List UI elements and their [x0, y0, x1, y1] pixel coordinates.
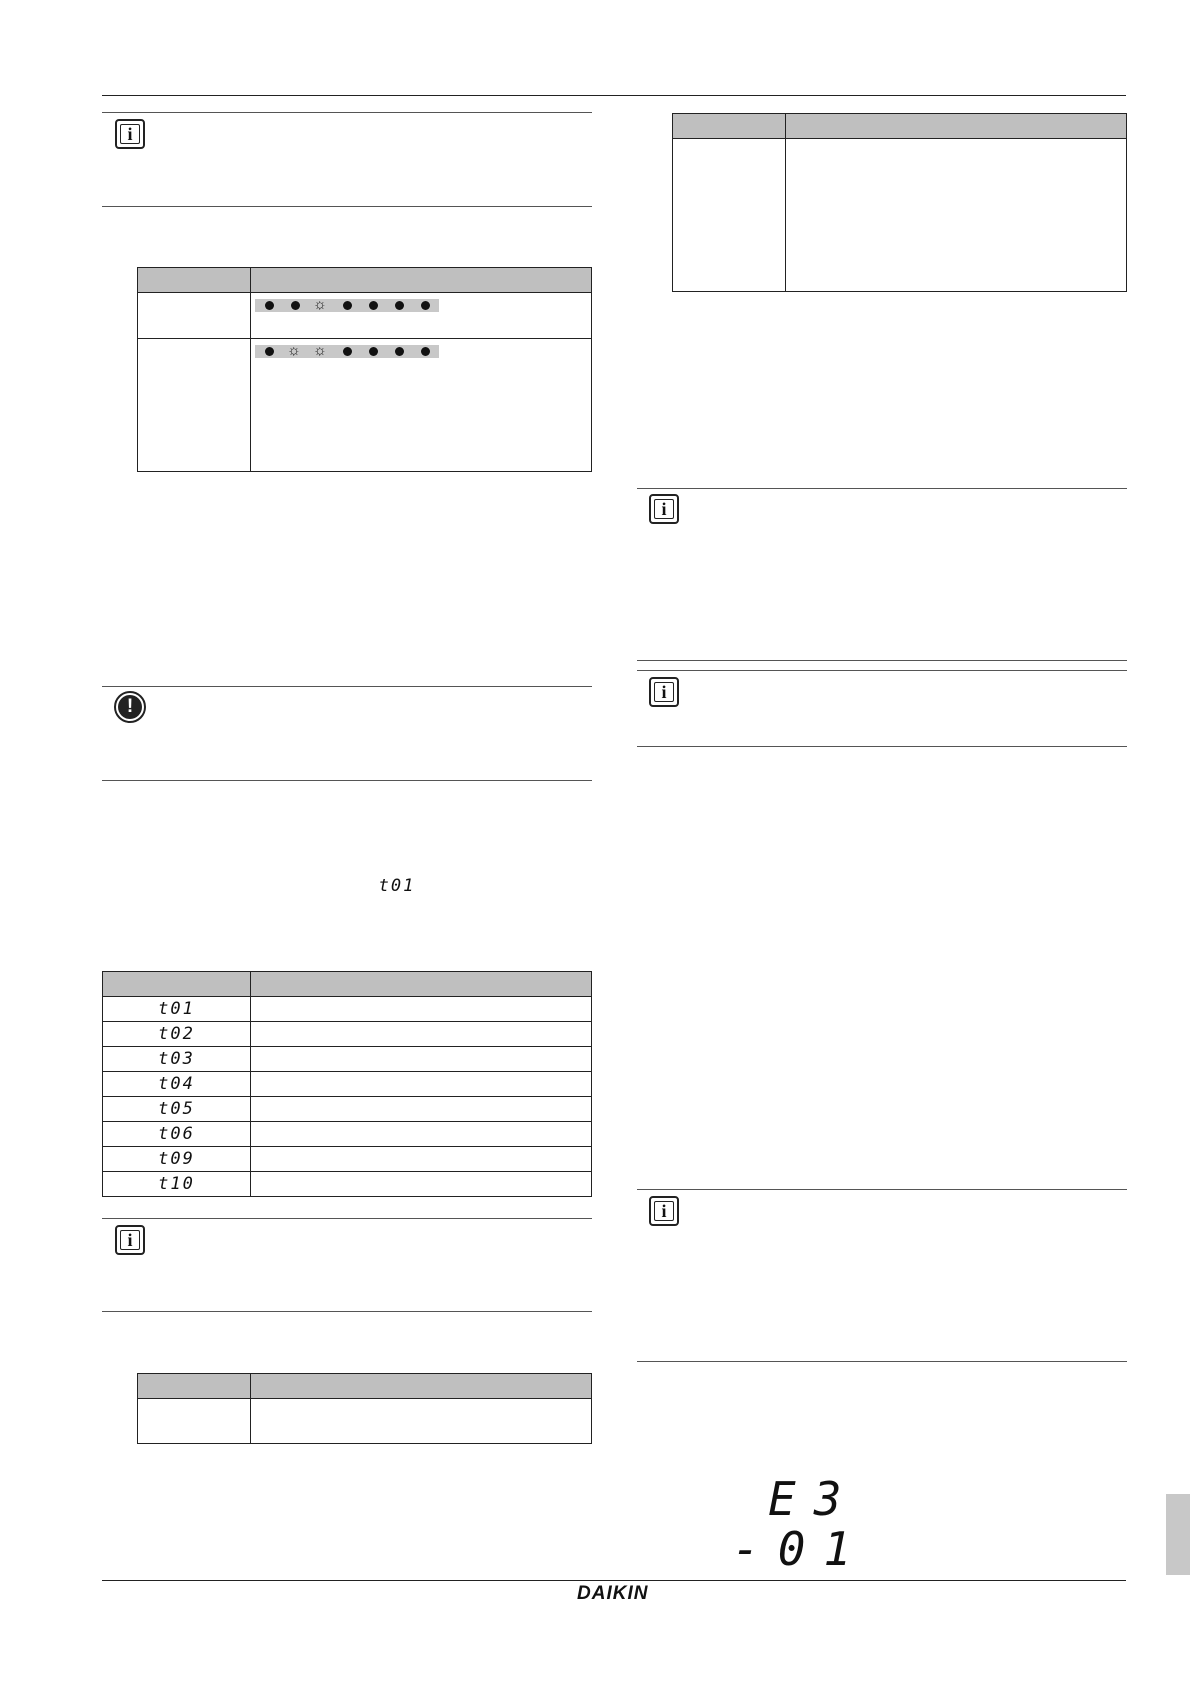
note-top-rule: [102, 112, 592, 113]
table-cell: [138, 293, 251, 339]
note-top-rule: [637, 488, 1127, 489]
table-row: [103, 1022, 592, 1047]
table-header-cell: [138, 1374, 251, 1399]
led-blink-icon: ☼: [287, 342, 301, 359]
table-header-cell: [251, 972, 592, 997]
code-cell: t06: [103, 1122, 251, 1147]
chapter-tab-marker: [1166, 1494, 1190, 1575]
table-header-cell: [103, 972, 251, 997]
table-cell: [251, 1047, 592, 1072]
led-blink-icon: ☼: [313, 296, 327, 313]
led-on-icon: [421, 347, 430, 356]
led-on-icon: [369, 301, 378, 310]
led-on-icon: [369, 347, 378, 356]
note-bottom-rule: [637, 746, 1127, 747]
note-top-rule: [637, 1189, 1127, 1190]
led-on-icon: [343, 347, 352, 356]
table-cell: [251, 339, 592, 472]
inline-segment-code: t01: [378, 876, 416, 896]
code-cell: t04: [103, 1072, 251, 1097]
info-icon: i: [649, 494, 679, 524]
table-cell: [251, 997, 592, 1022]
table-cell: [138, 339, 251, 472]
info-icon: i: [649, 677, 679, 707]
table-row: [103, 1122, 592, 1147]
small-table: [137, 1373, 592, 1444]
table-row: [138, 1399, 592, 1444]
table-cell: [251, 293, 592, 339]
table-cell: [786, 139, 1127, 292]
table-header-cell: [251, 1374, 592, 1399]
note-top-rule: [637, 670, 1127, 671]
note-bottom-rule: [102, 1311, 592, 1312]
table-header-row: [673, 114, 1127, 139]
table-cell: [138, 1399, 251, 1444]
code-cell: t03: [103, 1047, 251, 1072]
table-row: [103, 1047, 592, 1072]
display-line-1: E3: [768, 1472, 860, 1526]
note-bottom-rule: [637, 1361, 1127, 1362]
table-header-row: [138, 268, 592, 293]
table-row: [103, 1172, 592, 1197]
table-cell: [251, 1399, 592, 1444]
table-header-cell: [786, 114, 1127, 139]
table-header-row: [103, 972, 592, 997]
led-on-icon: [265, 347, 274, 356]
note-bottom-rule: [102, 780, 592, 781]
code-cell: t05: [103, 1097, 251, 1122]
table-row: [103, 1147, 592, 1172]
led-on-icon: [395, 347, 404, 356]
table-cell: [251, 1172, 592, 1197]
code-cell: t09: [103, 1147, 251, 1172]
header-rule: [102, 95, 1126, 96]
led-on-icon: [265, 301, 274, 310]
note-top-rule: [102, 1218, 592, 1219]
led-status-table: [137, 267, 592, 472]
note-bottom-rule: [637, 660, 1127, 661]
note-top-rule: [102, 686, 592, 687]
table-header-row: [138, 1374, 592, 1399]
table-cell: [251, 1097, 592, 1122]
code-cell: t02: [103, 1022, 251, 1047]
table-row: [103, 1072, 592, 1097]
table-cell: [251, 1147, 592, 1172]
code-cell: t10: [103, 1172, 251, 1197]
table-header-cell: [251, 268, 592, 293]
led-blink-icon: ☼: [313, 342, 327, 359]
table-row: [103, 1097, 592, 1122]
table-row: [138, 293, 592, 339]
table-row: [138, 339, 592, 472]
table-cell: [251, 1122, 592, 1147]
code-cell: t01: [103, 997, 251, 1022]
info-icon: i: [649, 1196, 679, 1226]
note-bottom-rule: [102, 206, 592, 207]
led-on-icon: [343, 301, 352, 310]
right-table: [672, 113, 1127, 292]
warning-icon: !: [114, 691, 146, 723]
table-cell: [251, 1022, 592, 1047]
led-indicator-bar: [255, 296, 439, 313]
led-on-icon: [421, 301, 430, 310]
table-cell: [251, 1072, 592, 1097]
info-icon: i: [115, 1225, 145, 1255]
table-row: [103, 997, 592, 1022]
led-indicator-bar: [255, 342, 439, 359]
footer-rule: [102, 1580, 1126, 1581]
table-row: [673, 139, 1127, 292]
brand-logo: DAIKIN: [577, 1583, 649, 1604]
table-cell: [673, 139, 786, 292]
code-table: [102, 971, 592, 1197]
table-header-cell: [673, 114, 786, 139]
table-header-cell: [138, 268, 251, 293]
led-on-icon: [291, 301, 300, 310]
info-icon: i: [115, 119, 145, 149]
led-on-icon: [395, 301, 404, 310]
display-line-2: -01: [732, 1522, 870, 1576]
